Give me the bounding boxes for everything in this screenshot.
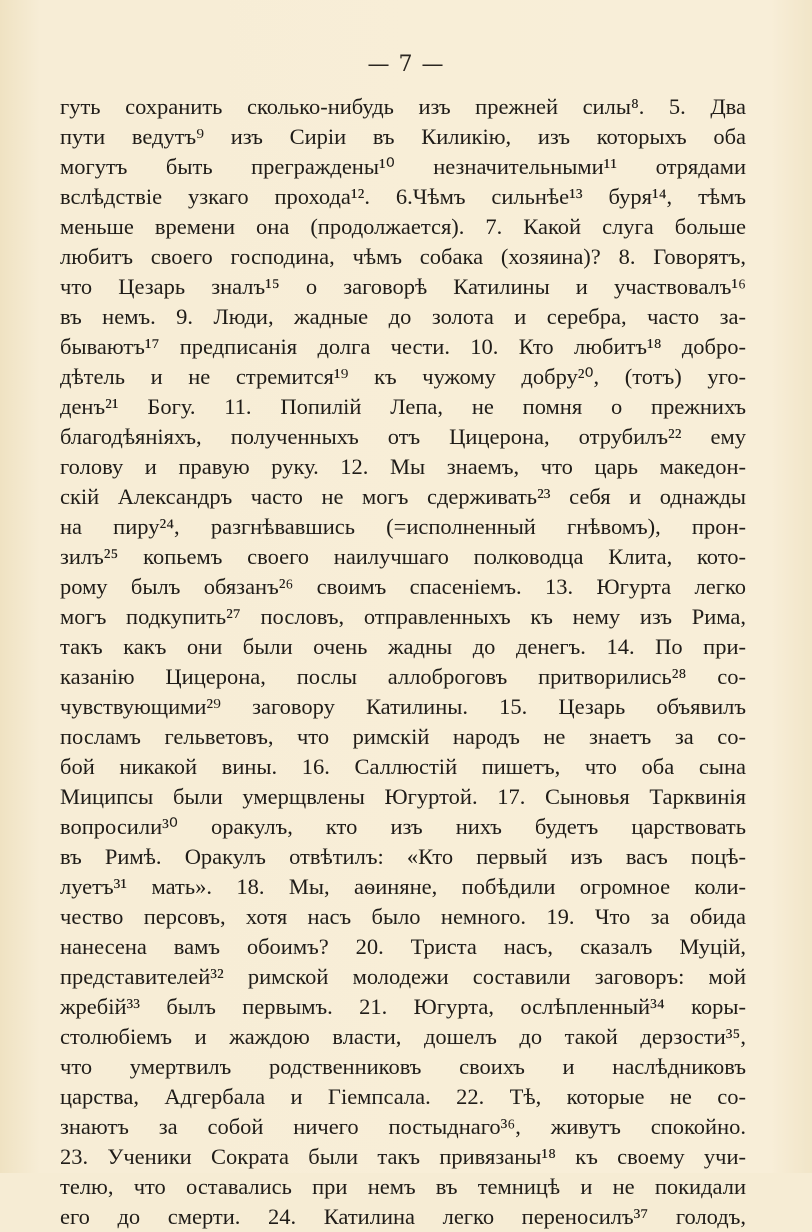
text-line: Миципсы были умерщвлены Югуртой. 17. Сыновья Тарквинія (60, 784, 746, 809)
text-line: голову и правую руку. 12. Мы знаемъ, что царь македон- (60, 454, 746, 479)
text-line: казанію Цицерона, послы аллоброговъ притворились²⁸ со- (60, 664, 746, 689)
text-line: такъ какъ они были очень жадны до денегъ. 14. По при- (60, 634, 746, 659)
text-line: нанесена вамъ обоимъ? 20. Триста насъ, сказалъ Муцій, (60, 934, 746, 959)
text-line: рому былъ обязанъ²⁶ своимъ спасеніемъ. 13. Югурта легко (60, 574, 746, 599)
text-line: чувствующими²⁹ заговору Катилины. 15. Цезарь объявилъ (60, 694, 746, 719)
text-line: вслѣдствіе узкаго прохода¹². 6.Чѣмъ сильнѣе¹³ буря¹⁴, тѣмъ (60, 184, 746, 209)
text-line: скій Александръ часто не могъ сдерживать²³ себя и однажды (60, 484, 746, 509)
text-line: пути ведутъ⁹ изъ Сиріи въ Киликію, изъ которыхъ оба (60, 124, 746, 149)
text-line: вопросили³⁰ оракулъ, кто изъ нихъ будетъ царствовать (60, 814, 746, 839)
text-line: денъ²¹ Богу. 11. Попилій Лепа, не помня о прежнихъ (60, 394, 746, 419)
text-line: посламъ гельветовъ, что римскій народъ не знаетъ за со- (60, 724, 746, 749)
body-text (60, 92, 746, 1232)
text-line: могъ подкупить²⁷ пословъ, отправленныхъ къ нему изъ Рима, (60, 604, 746, 629)
page-number: — 7 — (367, 52, 445, 77)
text-line: что умертвилъ родственниковъ своихъ и наслѣдниковъ (60, 1054, 746, 1079)
text-line: могутъ быть преграждены¹⁰ незначительными¹¹ отрядами (60, 154, 746, 179)
text-line: столюбіемъ и жаждою власти, дошелъ до такой дерзости³⁵, (60, 1024, 746, 1049)
text-line: чество персовъ, хотя насъ было немного. 19. Что за обида (60, 904, 746, 929)
text-line: представителей³² римской молодежи составили заговоръ: мой (60, 964, 746, 989)
text-line: знаютъ за собой ничего постыднаго³⁶, живутъ спокойно. (60, 1114, 746, 1139)
text-line: въ немъ. 9. Люди, жадные до золота и серебра, часто за- (60, 304, 746, 329)
text-line: что Цезарь зналъ¹⁵ о заговорѣ Катилины и участвовалъ¹⁶ (60, 274, 746, 299)
text-line: телю, что оставались при немъ въ темницѣ и не покидали (60, 1174, 746, 1199)
text-line: его до смерти. 24. Катилина легко переносилъ³⁷ голодъ, (60, 1204, 746, 1229)
text-line: бываютъ¹⁷ предписанія долга чести. 10. Кто любитъ¹⁸ добро- (60, 334, 746, 359)
text-line: гуть сохранить сколько-нибудь изъ прежней силы⁸. 5. Два (60, 94, 746, 119)
text-line: бой никакой вины. 16. Саллюстій пишетъ, что оба сына (60, 754, 746, 779)
text-line: 23. Ученики Сократа были такъ привязаны¹⁸ къ своему учи- (60, 1144, 746, 1169)
text-line: любитъ своего господина, чѣмъ собака (хозяина)? 8. Говорятъ, (60, 244, 746, 269)
text-line: зилъ²⁵ копьемъ своего наилучшаго полководца Клита, кото- (60, 544, 746, 569)
text-line: благодѣяніяхъ, полученныхъ отъ Цицерона, отрубилъ²² ему (60, 424, 746, 449)
text-line: царства, Адгербала и Гіемпсала. 22. Тѣ, которые не со- (60, 1084, 746, 1109)
text-line: дѣтель и не стремится¹⁹ къ чужому добру²⁰, (тотъ) уго- (60, 364, 746, 389)
text-line: луетъ³¹ мать». 18. Мы, аѳиняне, побѣдили огромное коли- (60, 874, 746, 899)
text-line: жребій³³ былъ первымъ. 21. Югурта, ослѣпленный³⁴ коры- (60, 994, 746, 1019)
text-line: на пиру²⁴, разгнѣвавшись (=исполненный гнѣвомъ), прон- (60, 514, 746, 539)
text-line: меньше времени она (продолжается). 7. Какой слуга больше (60, 214, 746, 239)
text-line: въ Римѣ. Оракулъ отвѣтилъ: «Кто первый изъ васъ поцѣ- (60, 844, 746, 869)
